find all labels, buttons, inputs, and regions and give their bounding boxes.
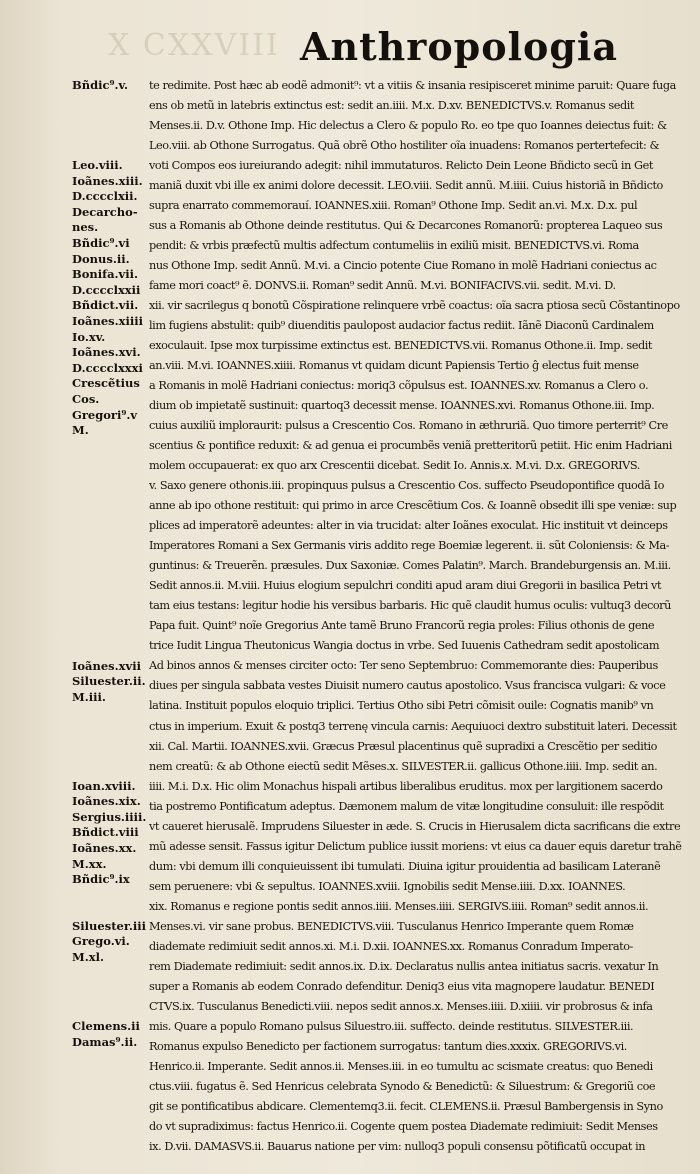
text-line: rem Diademate redimiuit: sedit annos.ix. D.ix. Declaratus nullis antea initiatus sacris. vexatur In [149, 959, 659, 973]
margin-notes-column [72, 78, 148, 1162]
margin-note: Siluester.iii Grego.vi. M.xl. [72, 918, 146, 965]
text-line: xix. Romanus e regione pontis sedit annos.iiii. Menses.iiii. SERGIVS.iiii. Roman⁹ sedit annos.ii. [149, 899, 649, 913]
text-line: sus a Romanis ab Othone deinde restitutus. Qui & Decarcones Romanorũ: propterea Laqueo sus [149, 219, 663, 233]
show-through-text: X CXXVIII [108, 28, 280, 63]
text-line: molem occupauerat: ex quo arx Crescentii dicebat. Sedit Io. Annis.x. M.vi. D.x. GREGORIVS. [149, 459, 640, 473]
text-line: supra enarrato commemorauí. IOANNES.xiii. Roman⁹ Othone Imp. Sedit an.vi. M.x. D.x. pul [149, 199, 638, 213]
text-line: ctus.viii. fugatus ẽ. Sed Henricus celebrata Synodo & Benedictũ: & Siluestrum: & Gregoriũ coe [149, 1079, 656, 1093]
text-line: tia postremo Pontificatum adeptus. Dæmonem malum de vitæ longitudine consuluit: ille respõdit [149, 799, 664, 813]
margin-note: Bñdic⁹.v. [72, 78, 129, 92]
text-line: mis. Quare a populo Romano pulsus Siluestro.iii. suffecto. deinde restitutus. SILVESTER.iii. [149, 1019, 634, 1033]
main-text-block [149, 76, 687, 1157]
text-line: vt caueret hierusalẽ. Imprudens Siluester in æde. S. Crucis in Hierusalem dicta sacrificans die extre [149, 819, 681, 833]
text-line: git se pontificatibus abdicare. Clementemq3.ii. fecit. CLEMENS.ii. Præsul Bambergensis in Syno [149, 1099, 663, 1113]
margin-note: Leo.viii. Ioãnes.xiii. D.cccclxii. Decarcho- nes. Bñdic⁹.vi Donus.ii. Bonifa.vii. D.cccclxxii Bñdict.vii. Ioãnes.xiiii Io.xv. Ioãnes.xvi. D.cccclxxxi Crescẽtius Cos. Gregori⁹.v M. [72, 158, 143, 438]
text-line: nus Othone Imp. sedit Annũ. M.vi. a Cincio potente Ciue Romano in molẽ Hadriani coniectus ac [149, 259, 657, 273]
text-line: Menses.vi. vir sane probus. BENEDICTVS.viii. Tusculanus Henrico Imperante quem Romæ [149, 919, 634, 933]
text-line: iiii. M.i. D.x. Hic olim Monachus hispali artibus liberalibus eruditus. mox per largitionem sacerdo [149, 779, 663, 793]
text-line: xii. vir sacrilegus q bonotũ Cõspiratione relinquere vrbẽ coactus: oĩa sacra ptiosa secũ Cõstantinopo [149, 299, 680, 313]
text-line: ctus in imperium. Exuit & postq3 terrenę vincula carnis: Aequiuoci dextro substituit lateri. Decessit [149, 719, 677, 733]
text-line: guntinus: & Treuerẽn. præsules. Dux Saxoniæ. Comes Palatin⁹. March. Brandeburgensis an. M.iii. [149, 559, 671, 573]
text-line: an.viii. M.vi. IOANNES.xiiii. Romanus vt quidam dicunt Papiensis Tertio ĝ electus fuit mense [149, 359, 639, 373]
text-line: xii. Cal. Martii. IOANNES.xvii. Græcus Præsul placentinus quẽ supradixi a Crescẽtio per seditio [149, 739, 657, 753]
text-line: ens ob metũ in latebris extinctus est: sedit an.iiii. M.x. D.xv. BENEDICTVS.v. Romanus sedit [149, 99, 634, 113]
text-line: super a Romanis ab eodem Conrado defenditur. Deniq3 eius vita magnopere laudatur. BENEDI [149, 979, 655, 993]
text-line: Imperatores Romani a Sex Germanis viris addito rege Boemiæ legerent. ii. sũt Coloniensis: & Ma- [149, 539, 670, 553]
text-line: Menses.ii. D.v. Othone Imp. Hic delectus a Clero & populo Ro. eo tpe quo Ioannes deiectus fuit: & [149, 119, 667, 133]
margin-note: Ioan.xviii. Ioãnes.xix. Sergius.iiii. Bñdict.viii Ioãnes.xx. M.xx. Bñdic⁹.ix [72, 778, 147, 887]
text-line: fame mori coact⁹ ẽ. DONVS.ii. Roman⁹ sedit Annũ. M.vi. BONIFACIVS.vii. sedit. M.vi. D. [149, 279, 616, 293]
text-line: diues per singula sabbata vestes Diuisit numero cautus apostolico. Vsus francisca vulgari: & voce [149, 679, 666, 693]
text-line: mũ adesse sensit. Fassus igitur Delictum publice iussit moriens: vt eius ca dauer equis daretur trahẽ [149, 839, 682, 853]
text-line: exoculauit. Ipse mox turpissime extinctus est. BENEDICTVS.vii. Romanus Othone.ii. Imp. sedit [149, 339, 652, 353]
text-line: lim fugiens abstulit: quib⁹ diuenditis paulopost audacior factus rediit. Iãnẽ Diaconũ Cardinalem [149, 319, 654, 333]
text-line: dum: vbi demum illi conquieuissent ibi tumulati. Diuina igitur prouidentia ad basilicam Lateranẽ [149, 859, 661, 873]
text-line: voti Compos eos iureiurando adegit: nihil immutaturos. Relicto Dein Leone Bñdicto secũ in Get [149, 159, 653, 173]
text-line: CTVS.ix. Tusculanus Benedicti.viii. nepos sedit annos.x. Menses.iiii. D.xiiii. vir probrosus & infa [149, 999, 653, 1013]
text-line: maniã duxit vbi ille ex animi dolore decessit. LEO.viii. Sedit annũ. M.iiii. Cuius historiã in Bñdicto [149, 179, 663, 193]
text-line: Papa fuit. Quint⁹ noĩe Gregorius Ante tamẽ Bruno Francorũ regia proles: Filius othonis de gene [149, 619, 655, 633]
text-line: tam eius testans: legitur hodie his versibus barbaris. Hic quẽ claudit humus oculis: vultuq3 decorũ [149, 599, 671, 613]
text-line: trice Iudit Lingua Theutonicus Wangia doctus in vrbe. Sed Iuuenis Cathedram sedit apostolicam [149, 639, 660, 653]
page-title: Anthropologia [300, 24, 618, 69]
text-line: diademate redimiuit sedit annos.xi. M.i. D.xii. IOANNES.xx. Romanus Conradum Imperato- [149, 939, 633, 953]
text-line: nem creatũ: & ab Othone eiectũ sedit Mẽses.x. SILVESTER.ii. gallicus Othone.iiii. Imp. sedit an. [149, 759, 658, 773]
margin-note: Ioãnes.xvii Siluester.ii. M.iii. [72, 658, 146, 704]
text-line: Sedit annos.ii. M.viii. Huius elogium sepulchri conditi apud aram diui Gregorii in basilica Petri vt [149, 579, 662, 593]
text-line: Leo.viii. ab Othone Surrogatus. Quã obrẽ Otho hostiliter oĩa inuadens: Romanos pertertefecit: & [149, 139, 660, 153]
text-line: plices ad imperatorẽ adeuntes: alter in via trucidat: alter Ioãnes exoculat. Hic instituit vt deinceps [149, 519, 668, 533]
text-line: Ad binos annos & menses circiter octo: Ter seno Septembruo: Commemorante dies: Pauperibus [149, 659, 658, 673]
text-line: Henrico.ii. Imperante. Sedit annos.ii. Menses.iii. in eo tumultu ac scismate creatus: quo Benedi [149, 1059, 653, 1073]
text-line: anne ab ipo othone restituit: qui primo in arce Crescẽtium Cos. & Ioannẽ obsedit illi spe veniæ: sup [149, 499, 677, 513]
text-line: a Romanis in molẽ Hadriani coniectus: moriq3 cõpulsus est. IOANNES.xv. Romanus a Clero o. [149, 379, 649, 393]
text-line: sem peruenere: vbi & sepultus. IOANNES.xviii. Ignobilis sedit Mense.iiii. D.xx. IOANNES. [149, 879, 626, 893]
margin-note: Clemens.ii Damas⁹.ii. [72, 1018, 140, 1049]
text-line: v. Saxo genere othonis.iii. propinquus pulsus a Crescentio Cos. suffecto Pseudopontifice quodã Io [149, 479, 664, 493]
text-line: latina. Instituit populos eloquio triplici. Tertius Otho sibi Petri cõmisit ouile: Cognatis manib⁹ vn [149, 699, 654, 713]
text-line: te redimite. Post hæc ab eodẽ admonit⁹: vt a vitiis & insania resipisceret minime paruit: Quare fuga [149, 79, 676, 92]
text-line: dium ob impietatẽ sustinuit: quartoq3 decessit mense. IOANNES.xvi. Romanus Othone.iii. Imp. [149, 399, 655, 413]
text-line: Romanus expulso Benedicto per factionem surrogatus: tantum dies.xxxix. GREGORIVS.vi. [149, 1039, 627, 1053]
text-line: do vt supradiximus: factus Henrico.ii. Cogente quem postea Diademate redimiuit: Sedit Menses [149, 1119, 658, 1133]
text-line: scentius & pontifice reduxit: & ad genua ei procumbẽs veniã pretteritorũ petiit. Hic enim Hadriani [149, 439, 672, 453]
text-line: ix. D.vii. DAMASVS.ii. Bauarus natione per vim: nulloq3 populi consensu põtificatũ occupat in [149, 1139, 646, 1153]
text-line: pendit: & vrbis præfectũ multis adfectum contumeliis in exiliũ misit. BENEDICTVS.vi. Roma [149, 239, 639, 253]
text-line: cuius auxiliũ imploraurit: pulsus a Crescentio Cos. Romano in æthruriã. Quo timore perterrit⁹ Cre [149, 419, 668, 433]
